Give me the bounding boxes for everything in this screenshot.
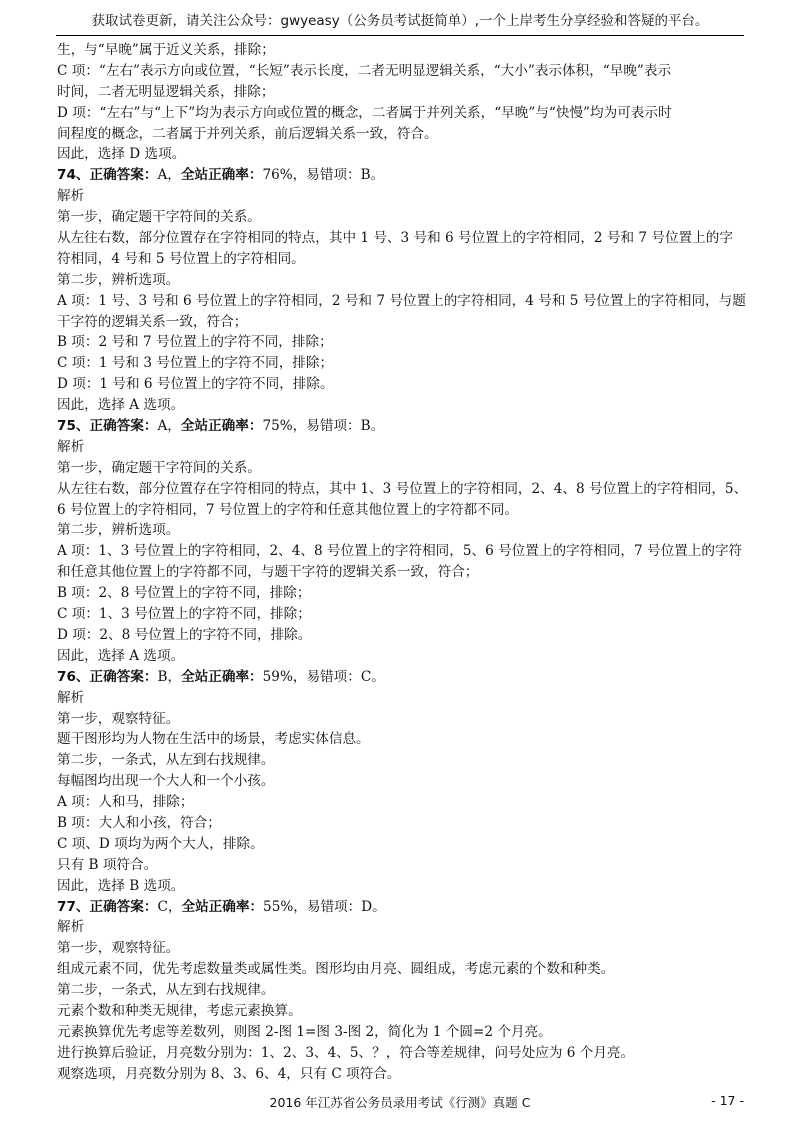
answer-value: B， [157,668,182,685]
accuracy-value: 75%，易错项：B。 [262,418,385,435]
page-number: - 17 - [711,1093,744,1108]
text-line: B 项：大人和小孩，符合； [57,814,221,831]
text-line: 第二步，一条式，从左到右找规律。 [57,752,275,769]
text-line: B 项：2 号和 7 号位置上的字符不同，排除； [57,334,333,351]
text-line: 6 号位置上的字符相同，7 号位置上的字符和任意其他位置上的字符都不同。 [57,501,518,518]
accuracy-value: 76%，易错项：B。 [262,167,385,184]
text-line: 因此，选择 B 选项。 [57,877,185,894]
text-line: 因此，选择 A 选项。 [57,397,185,414]
text-line: 间程度的概念，二者属于并列关系，前后逻辑关系一致，符合。 [57,125,438,142]
answer-label: 74、正确答案： [57,167,158,184]
text-line: 干字符的逻辑关系一致，符合； [57,313,248,330]
text-line: B 项：2、8 号位置上的字符不同，排除； [57,585,311,602]
answer-label: 75、正确答案： [57,418,158,435]
text-line: 第二步，辨析选项。 [57,271,180,288]
text-line: C 项：1、3 号位置上的字符不同，排除； [57,606,311,623]
text-line: A 项：人和马，排除； [57,794,194,811]
answer-header-line [57,667,747,688]
footer-title: 2016 年江苏省公务员录用考试《行测》真题 C [269,1095,531,1110]
text-line: 组成元素不同，优先考虑数量类或属性类。图形均由月亮、圆组成，考虑元素的个数和种类。 [57,961,615,978]
text-line: 第一步，观察特征。 [57,940,180,957]
text-line: 每幅图均出现一个大人和一个小孩。 [57,773,275,790]
text-line: 只有 B 项符合。 [57,856,158,873]
text-line: 进行换算后验证，月亮数分别为：1、2、3、4、5、？，符合等差规律，问号处应为 6 个月亮。 [57,1044,635,1061]
answer-value: A， [157,167,181,184]
document-body [57,40,747,1085]
text-line: 生，与“早晚”属于近义关系，排除； [57,42,275,58]
accuracy-label: 全站正确率： [180,418,263,435]
text-line: A 项：1 号、3 号和 6 号位置上的字符相同，2 号和 7 号位置上的字符相同，4 号和 5 号位置上的字符相同，与题 [57,292,746,309]
header-rule [56,35,744,36]
text-line: A 项：1、3 号位置上的字符相同，2、4、8 号位置上的字符相同，5、6 号位置上的字符相同，7 号位置上的字符 [57,543,743,560]
accuracy-value: 55%，易错项：D。 [263,898,386,915]
text-line: C 项：“左右”表示方向或位置，“长短”表示长度，二者无明显逻辑关系，“大小”表示体积，“早晚”表示 [57,62,672,79]
text-line: 题干图形均为人物在生活中的场景，考虑实体信息。 [57,731,370,748]
text-line: D 项：2、8 号位置上的字符不同，排除。 [57,626,312,643]
page-header: 获取试卷更新，请关注公众号：gwyeasy（公务员考试挺简单）,一个上岸考生分享经验和答疑的平台。 [91,13,709,29]
text-line: 解析 [57,188,85,205]
text-line: C 项：1 号和 3 号位置上的字符不同，排除； [57,355,334,372]
answer-header-line [57,416,747,437]
answer-header-line [57,165,747,186]
text-line: 从左往右数，部分位置存在字符相同的特点，其中 1、3 号位置上的字符相同，2、4、8 号位置上的字符相同，5、 [57,480,747,497]
answer-label: 76、正确答案： [57,668,158,685]
text-line: 因此，选择 D 选项。 [57,146,186,163]
text-line: 第二步，辨析选项。 [57,522,180,539]
text-line: D 项：“左右”与“上下”均为表示方向或位置的概念，二者属于并列关系，“早晚”与“快慢”均为可表示时 [57,104,672,121]
text-line: C 项、D 项均为两个大人，排除。 [57,835,264,852]
answer-value: A， [157,418,181,435]
text-line: 第一步，观察特征。 [57,710,180,727]
answer-header-line [57,897,747,918]
text-line: 解析 [57,689,85,706]
text-line: 第一步，确定题干字符间的关系。 [57,209,261,226]
text-line: 从左往右数，部分位置存在字符相同的特点，其中 1 号、3 号和 6 号位置上的字符相同，2 号和 7 号位置上的字 [57,230,733,247]
text-line: 元素换算优先考虑等差数列，则图 2-图 1=图 3-图 2，简化为 1 个圆=2 个月亮。 [57,1023,552,1040]
accuracy-value: 59%，易错项：C。 [262,668,385,685]
text-line: 符相同，4 号和 5 号位置上的字符相同。 [57,250,305,267]
text-line: 解析 [57,438,85,455]
accuracy-label: 全站正确率： [181,668,263,685]
text-line: 第二步，一条式，从左到右找规律。 [57,982,275,999]
text-line: 时间，二者无明显逻辑关系，排除； [57,83,275,100]
text-line: 第一步，确定题干字符间的关系。 [57,459,261,476]
text-line: D 项：1 号和 6 号位置上的字符不同，排除。 [57,376,334,393]
text-line: 解析 [57,919,85,936]
accuracy-label: 全站正确率： [180,167,263,184]
text-line: 和任意其他位置上的字符都不同，与题干字符的逻辑关系一致，符合； [57,564,479,581]
answer-value: C， [157,898,182,915]
accuracy-label: 全站正确率： [181,898,264,915]
text-line: 因此，选择 A 选项。 [57,647,185,664]
text-line: 元素个数和种类无规律，考虑元素换算。 [57,1002,302,1019]
answer-label: 77、正确答案： [57,898,158,915]
text-line: 观察选项，月亮数分别为 8、3、6、4，只有 C 项符合。 [57,1065,401,1082]
